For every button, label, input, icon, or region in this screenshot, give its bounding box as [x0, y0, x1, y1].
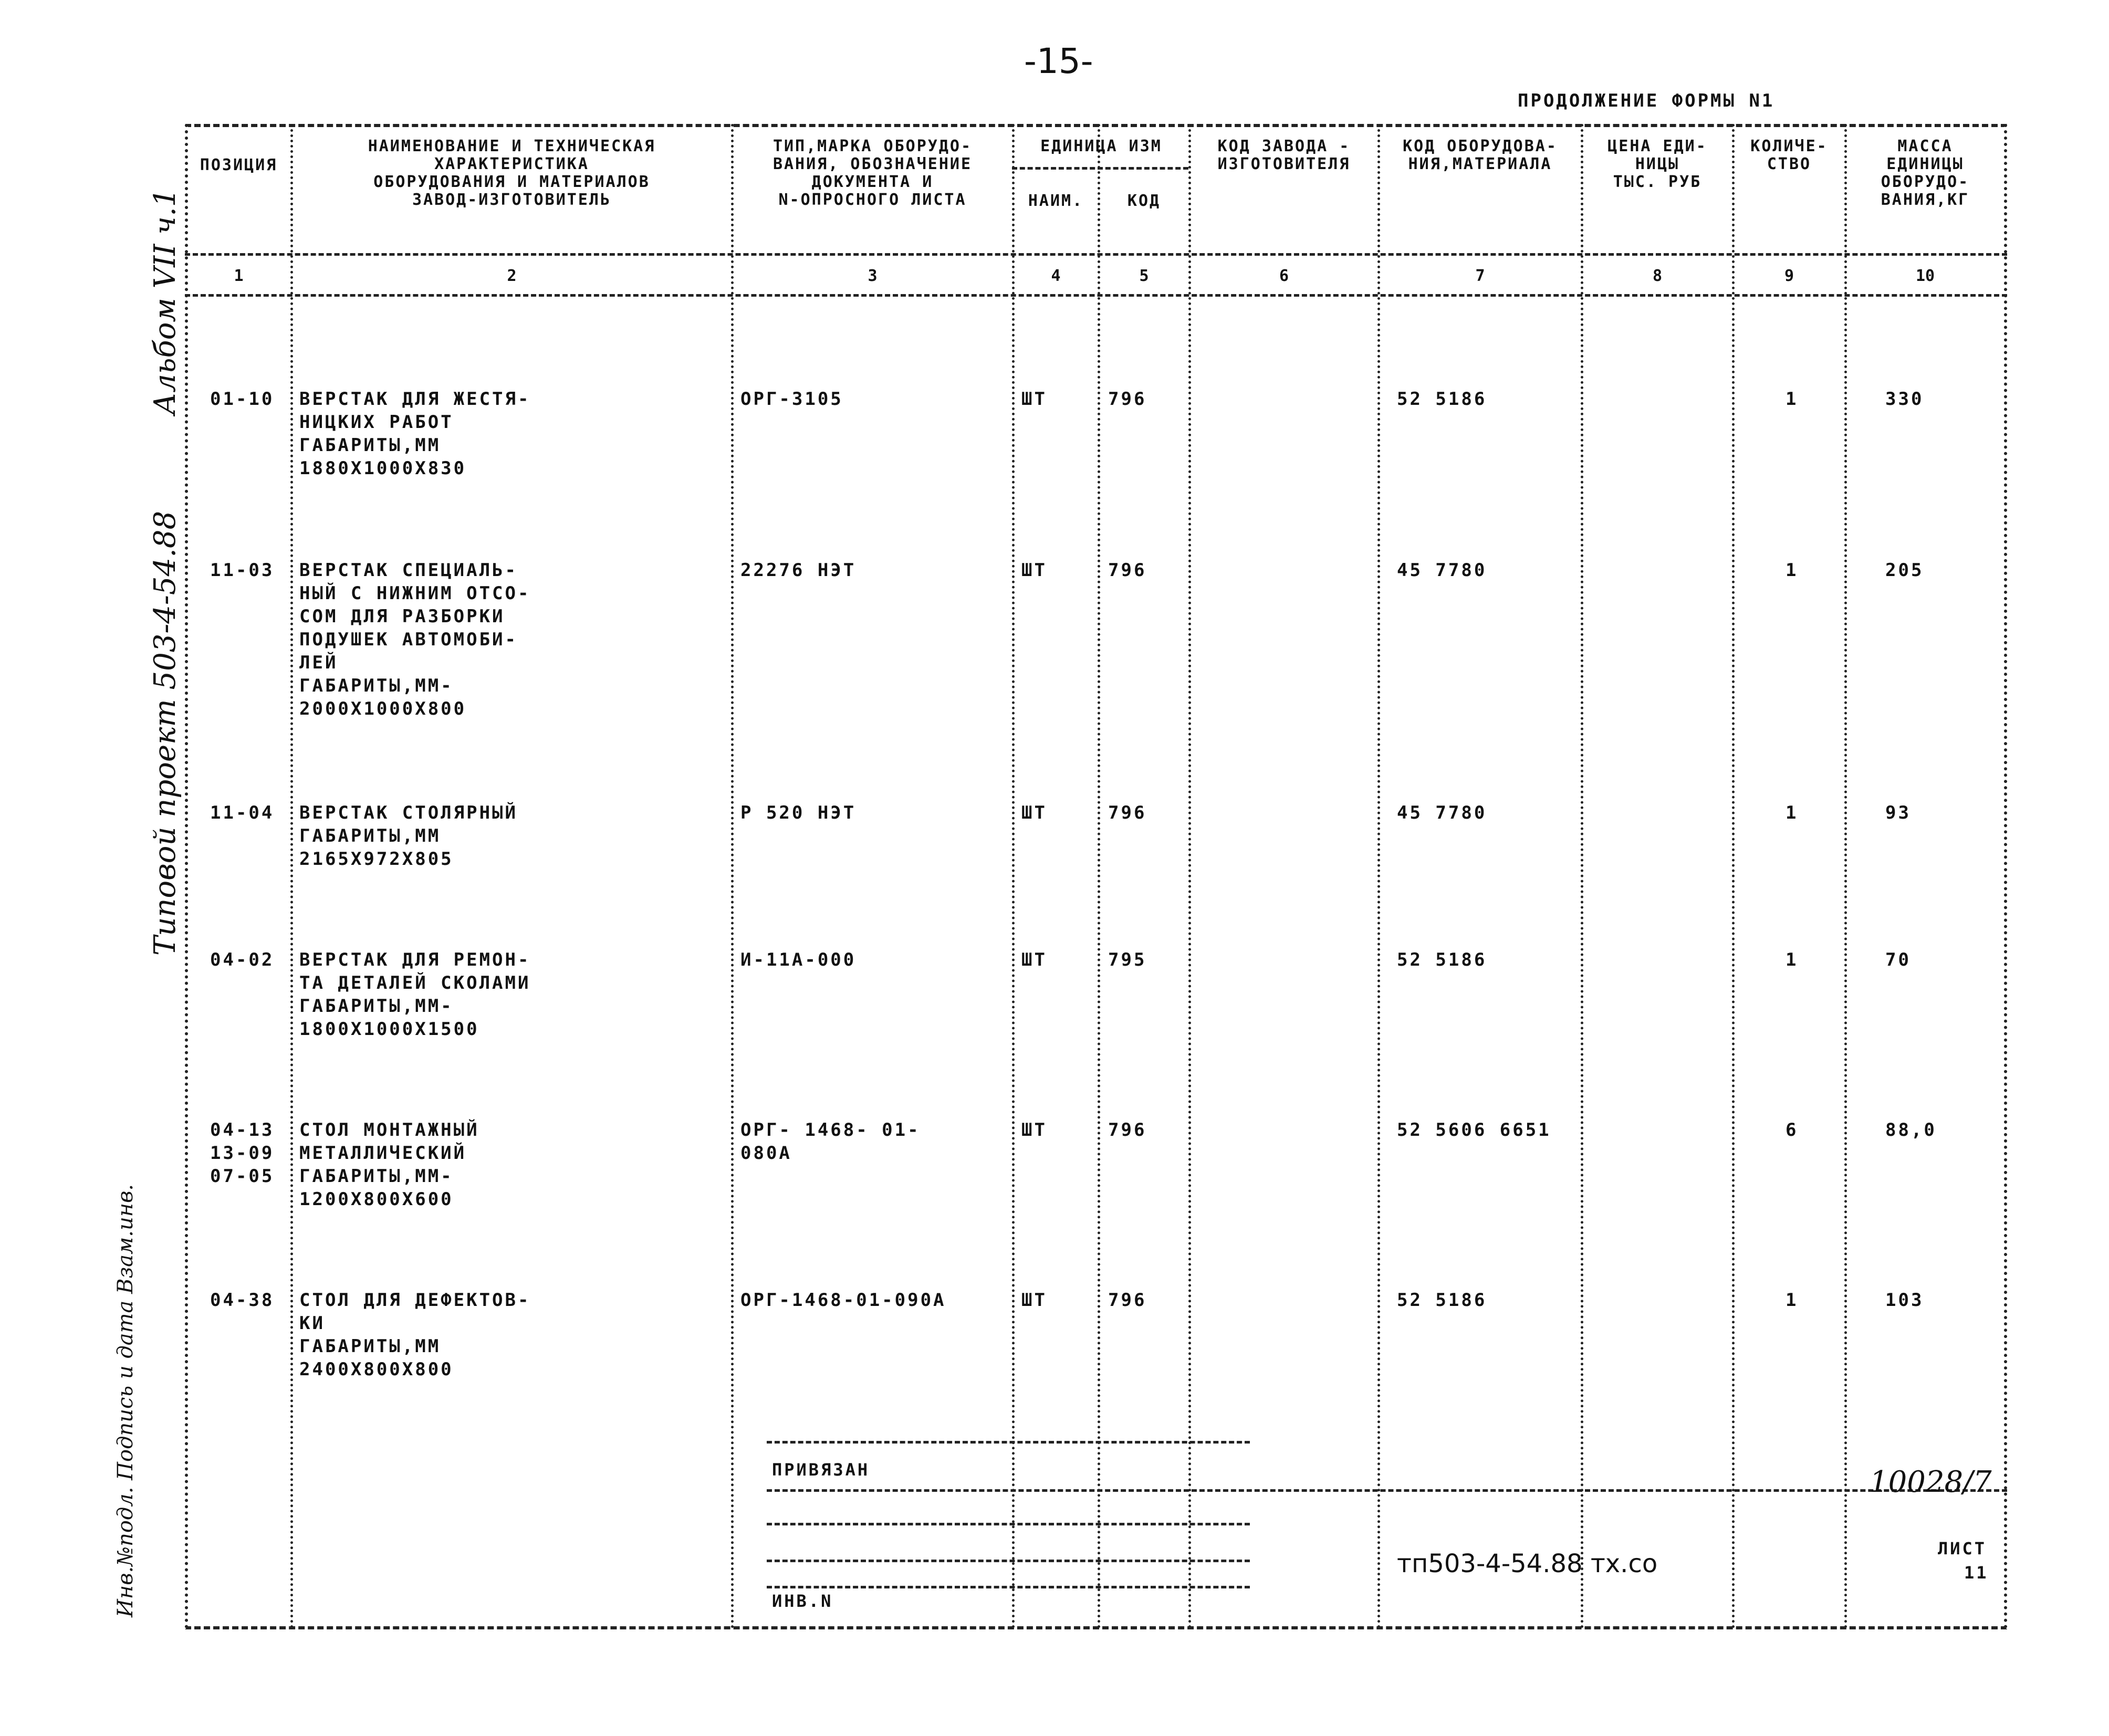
unit-subheader-rule [1012, 167, 1188, 170]
header-rule [185, 294, 2007, 297]
row-name: ВЕРСТАК ДЛЯ РЕМОН- ТА ДЕТАЛЕЙ СКОЛАМИ ГАБАРИТЫ,ММ- 1800X1000X1500 [299, 949, 531, 1040]
row-position: 11-04 [210, 802, 275, 823]
col-number: 8 [1652, 267, 1663, 285]
album-label: Альбом VII ч.1 [148, 188, 182, 415]
row-mass: 205 [1885, 560, 1924, 581]
col-number: 6 [1279, 267, 1289, 285]
row-unit: ШТ [1021, 1290, 1047, 1311]
row-name: СТОЛ МОНТАЖНЫЙ МЕТАЛЛИЧЕСКИЙ ГАБАРИТЫ,ММ- 1200X800X600 [299, 1120, 479, 1210]
row-unit: ШТ [1021, 560, 1047, 581]
row-type: И-11А-000 [740, 949, 857, 970]
row-mass: 93 [1885, 802, 1911, 823]
sheet-number: 11 [1964, 1563, 1989, 1583]
col-number: 2 [507, 267, 517, 285]
header-rule [185, 253, 2007, 256]
row-unit-code: 796 [1108, 389, 1147, 410]
row-quantity: 6 [1786, 1120, 1799, 1141]
row-unit-code: 796 [1108, 1290, 1147, 1311]
row-name: ВЕРСТАК СТОЛЯРНЫЙ ГАБАРИТЫ,ММ 2165X972X805 [299, 802, 518, 870]
header-unit: ЕДИНИЦА ИЗМ [1040, 137, 1162, 155]
continuation-title: ПРОДОЛЖЕНИЕ ФОРМЫ N1 [1518, 90, 1775, 111]
row-material-code: 52 5606 6651 [1397, 1120, 1551, 1141]
row-quantity: 1 [1786, 1290, 1799, 1311]
row-position: 11-03 [210, 560, 275, 581]
row-position: 04-02 [210, 949, 275, 970]
header-price: ЦЕНА ЕДИ- НИЦЫ ТЫС. РУБ [1607, 137, 1707, 191]
col-number: 9 [1784, 267, 1794, 285]
stamp-rule [767, 1441, 1250, 1444]
stamp-rule [767, 1489, 2007, 1492]
row-unit-code: 795 [1108, 949, 1147, 970]
row-material-code: 52 5186 [1397, 389, 1487, 410]
row-name: ВЕРСТАК СПЕЦИАЛЬ- НЫЙ С НИЖНИМ ОТСО- СОМ ДЛЯ РАЗБОРКИ ПОДУШЕК АВТОМОБИ- ЛЕЙ ГАБАРИТЫ,ММ- 2000X1000X800 [299, 560, 531, 719]
row-material-code: 52 5186 [1397, 949, 1487, 970]
row-quantity: 1 [1786, 949, 1799, 970]
header-quantity: КОЛИЧЕ- СТВО [1750, 137, 1828, 173]
row-name: СТОЛ ДЛЯ ДЕФЕКТОВ- КИ ГАБАРИТЫ,ММ 2400X800X800 [299, 1290, 531, 1380]
row-unit-code: 796 [1108, 802, 1147, 823]
header-unit-code: КОД [1127, 192, 1161, 210]
col-number: 7 [1475, 267, 1485, 285]
row-material-code: 45 7780 [1397, 802, 1487, 823]
row-material-code: 52 5186 [1397, 1290, 1487, 1311]
row-unit: ШТ [1021, 389, 1047, 410]
row-type: ОРГ-3105 [740, 389, 843, 410]
row-name: ВЕРСТАК ДЛЯ ЖЕСТЯ- НИЦКИХ РАБОТ ГАБАРИТЫ,ММ 1880X1000X830 [299, 389, 531, 479]
col-number: 5 [1139, 267, 1149, 285]
row-mass: 70 [1885, 949, 1911, 970]
col-divider [1377, 124, 1380, 1629]
row-position: 04-38 [210, 1290, 275, 1311]
row-type: Р 520 НЭТ [740, 802, 857, 823]
col-number: 3 [868, 267, 878, 285]
col-divider [1581, 124, 1583, 1629]
row-type: 22276 НЭТ [740, 560, 857, 581]
row-unit-code: 796 [1108, 1120, 1147, 1141]
row-unit-code: 796 [1108, 560, 1147, 581]
header-factory-code: КОД ЗАВОДА - ИЗГОТОВИТЕЛЯ [1217, 137, 1351, 173]
page-number: -15- [1024, 41, 1093, 81]
row-unit: ШТ [1021, 802, 1047, 823]
row-mass: 330 [1885, 389, 1924, 410]
handwritten-number: 10028/7 [1870, 1465, 1992, 1499]
col-number: 4 [1051, 267, 1061, 285]
col-number: 1 [234, 267, 244, 285]
row-unit: ШТ [1021, 1120, 1047, 1141]
row-type: ОРГ- 1468- 01- 080А [740, 1120, 921, 1164]
col-divider [1732, 124, 1735, 1629]
row-quantity: 1 [1786, 802, 1799, 823]
col-divider [290, 124, 293, 1629]
project-label: Типовой проект 503-4-54.88 [148, 510, 182, 956]
document-code: тп503-4-54.88 тх.со [1397, 1549, 1658, 1578]
header-name: НАИМЕНОВАНИЕ И ТЕХНИЧЕСКАЯ ХАРАКТЕРИСТИКА ОБОРУДОВАНИЯ И МАТЕРИАЛОВ ЗАВОД-ИЗГОТОВИТЕЛЬ [368, 137, 656, 209]
stamp-rule [767, 1586, 1250, 1588]
stamp-rule [767, 1560, 1250, 1562]
header-mass: МАССА ЕДИНИЦЫ ОБОРУДО- ВАНИЯ,КГ [1881, 137, 1970, 209]
col-number: 10 [1915, 267, 1935, 285]
stamp-privyazan: ПРИВЯЗАН [772, 1460, 870, 1480]
header-material-code: КОД ОБОРУДОВА- НИЯ,МАТЕРИАЛА [1403, 137, 1558, 173]
row-mass: 103 [1885, 1290, 1924, 1311]
stamp-rule [767, 1523, 1250, 1525]
stamp-inv: ИНВ.N [772, 1591, 833, 1611]
col-divider [1012, 124, 1015, 1629]
row-mass: 88,0 [1885, 1120, 1937, 1141]
stamp-side-label: Инв.№подл. Подпись и дата Взам.инв. [113, 1184, 138, 1617]
row-position: 04-13 13-09 07-05 [210, 1120, 275, 1187]
header-type: ТИП,МАРКА ОБОРУДО- ВАНИЯ, ОБОЗНАЧЕНИЕ ДОКУМЕНТА И N-ОПРОСНОГО ЛИСТА [772, 137, 973, 209]
row-quantity: 1 [1786, 389, 1799, 410]
row-type: ОРГ-1468-01-090А [740, 1290, 946, 1311]
row-unit: ШТ [1021, 949, 1047, 970]
header-unit-name: НАИМ. [1028, 192, 1084, 210]
col-divider [1188, 124, 1191, 1629]
row-quantity: 1 [1786, 560, 1799, 581]
sheet-label: ЛИСТ [1938, 1539, 1987, 1559]
col-divider [1098, 124, 1100, 1629]
col-divider [1844, 124, 1847, 1629]
row-material-code: 45 7780 [1397, 560, 1487, 581]
header-position: ПОЗИЦИЯ [200, 156, 278, 174]
row-position: 01-10 [210, 389, 275, 410]
col-divider [731, 124, 734, 1629]
